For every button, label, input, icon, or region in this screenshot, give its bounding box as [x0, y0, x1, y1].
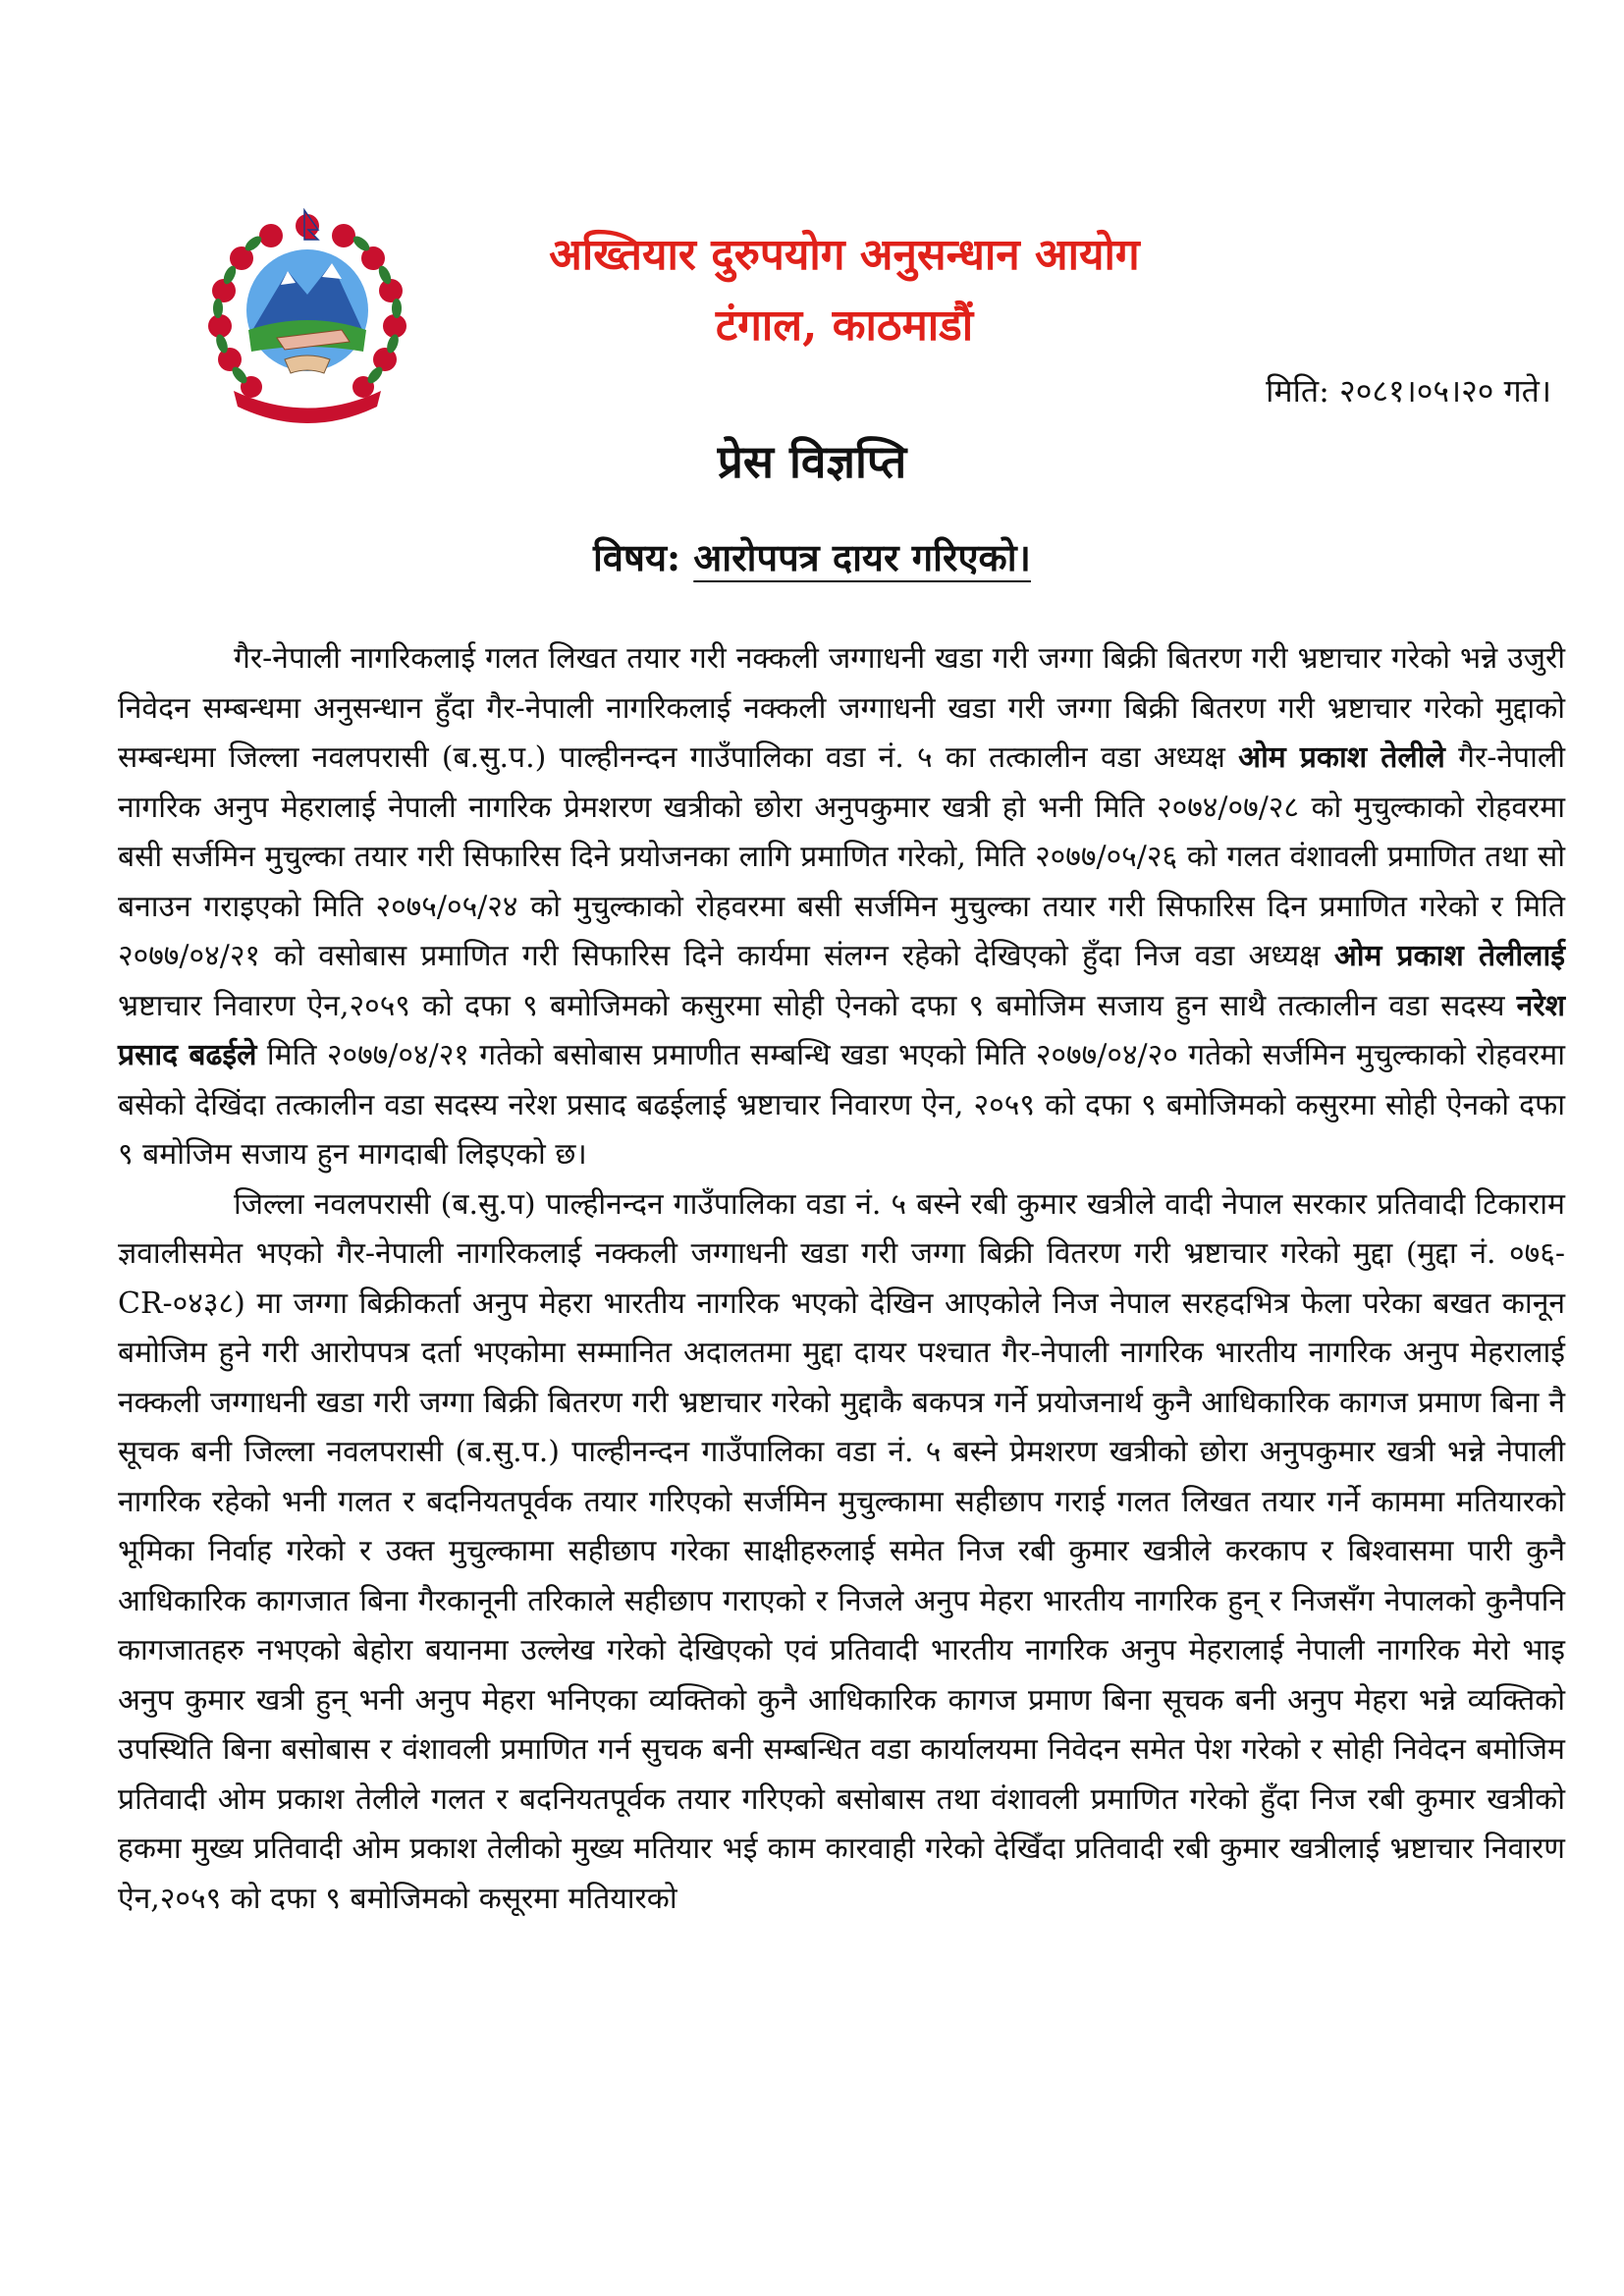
paragraph-text: गैर-नेपाली नागरिकलाई गलत लिखत तयार गरी नक्कली जग्गाधनी खडा गरी जग्गा बिक्री बितरण गरी भ्रष्टाचार गरेको भन्ने उजुरी निवेदन सम्बन्धमा अनुसन्धान हुँदा गैर-नेपाली नागरिकलाई नक्कली जग्गाधनी खडा गरी जग्गा बिक्री बितरण गरी भ्रष्टाचार गरेको मुद्दाको सम्बन्धमा जिल्ला नवलपरासी (ब.सु.प.) पाल्हीनन्दन गाउँपालिका वडा नं. ५ का तत्कालीन वडा अध्यक्ष [118, 641, 1565, 775]
document-title: प्रेस विज्ञप्ति [717, 435, 907, 488]
accused-name: ओम प्रकाश तेलीलाई [1333, 939, 1565, 973]
press-release-body [118, 634, 1565, 1924]
organization-location: टंगाल, काठमाडौं [715, 301, 974, 351]
subject-line [0, 530, 1624, 585]
nepal-emblem-icon [194, 204, 420, 430]
paragraph-1 [118, 634, 1565, 1180]
subject-label: विषय: [593, 535, 681, 579]
paragraph-text: मिति २०७७/०४/२१ गतेको बसोबास प्रमाणीत सम्बन्धि खडा भएको मिति २०७७/०४/२० गतेको सर्जमिन मुचुल्काको रोहवरमा बसेको देखिंदा तत्कालीन वडा सदस्य नरेश प्रसाद बढईलाई भ्रष्टाचार निवारण ऐन, २०५९ को दफा ९ बमोजिमको कसुरमा सोही ऐनको दफा ९ बमोजिम सजाय हुन मागदाबी लिइएको छ। [118, 1038, 1565, 1172]
subject-value: आरोपपत्र दायर गरिएको। [693, 535, 1031, 579]
paragraph-2 [118, 1180, 1565, 1925]
press-release-date: मिति: २०८१।०५।२० गते। [1266, 372, 1551, 410]
paragraph-text: गैर-नेपाली नागरिक अनुप मेहरालाई नेपाली नागरिक प्रेमशरण खत्रीको छोरा अनुपकुमार खत्री हो भनी मिति २०७४/०७/२८ को मुचुल्काको रोहवरमा बसी सर्जमिन मुचुल्का तयार गरी सिफारिस दिने प्रयोजनका लागि प्रमाणित गरेको, मिति २०७७/०५/२६ को गलत वंशावली प्रमाणित तथा सो बनाउन गराइएको मिति २०७५/०५/२४ को मुचुल्काको रोहवरमा बसी सर्जमिन मुचुल्का तयार गरी सिफारिस दिन प्रमाणित गरेको र मिति २०७७/०४/२१ को वसोबास प्रमाणित गरी सिफारिस दिने कार्यमा संलग्न रहेको देखिएको हुँदा निज वडा अध्यक्ष [118, 740, 1565, 973]
organization-name: अख्तियार दुरुपयोग अनुसन्धान आयोग [549, 230, 1140, 280]
paragraph-text: जिल्ला नवलपरासी (ब.सु.प) पाल्हीनन्दन गाउँपालिका वडा नं. ५ बस्ने रबी कुमार खत्रीले वादी नेपाल सरकार प्रतिवादी टिकाराम ज्ञवालीसमेत भएको गैर-नेपाली नागरिकलाई नक्कली जग्गाधनी खडा गरी जग्गा बिक्री वितरण गरी भ्रष्टाचार गरेको मुद्दा (मुद्दा नं. ०७६-CR-०४३८) मा जग्गा बिक्रीकर्ता अनुप मेहरा भारतीय नागरिक भएको देखिन आएकोले निज नेपाल सरहदभित्र फेला परेका बखत कानून बमोजिम हुने गरी आरोपपत्र दर्ता भएकोमा सम्मानित अदालतमा मुद्दा दायर पश्चात गैर-नेपाली नागरिक भारतीय नागरिक अनुप मेहरालाई नक्कली जग्गाधनी खडा गरी जग्गा बिक्री बितरण गरी भ्रष्टाचार गरेको मुद्दाकै बकपत्र गर्ने प्रयोजनार्थ कुनै आधिकारिक कागज प्रमाण बिना नै सूचक बनी जिल्ला नवलपरासी (ब.सु.प.) पाल्हीनन्दन गाउँपालिका वडा नं. ५ बस्ने प्रेमशरण खत्रीको छोरा अनुपकुमार खत्री भन्ने नेपाली नागरिक रहेको भनी गलत र बदनियतपूर्वक तयार गरिएको सर्जमिन मुचुल्कामा सहीछाप गराई गलत लिखत तयार गर्ने काममा मतियारको भूमिका निर्वाह गरेको र उक्त मुचुल्कामा सहीछाप गरेका साक्षीहरुलाई समेत निज रबी कुमार खत्रीले करकाप र बिश्वासमा पारी कुनै आधिकारिक कागजात बिना गैरकानूनी तरिकाले सहीछाप गराएको र निजले अनुप मेहरा भारतीय नागरिक हुन् र निजसँग नेपालको कुनैपनि कागजातहरु नभएको बेहोरा बयानमा उल्लेख गरेको देखिएको एवं प्रतिवादी भारतीय नागरिक अनुप मेहरालाई नेपाली नागरिक मेरो भाइ अनुप कुमार खत्री हुन् भनी अनुप मेहरा भनिएका व्यक्तिको कुनै आधिकारिक कागज प्रमाण बिना सूचक बनी अनुप मेहरा भन्ने व्यक्तिको उपस्थिति बिना बसोबास र वंशावली प्रमाणित गर्न सुचक बनी सम्बन्धित वडा कार्यालयमा निवेदन समेत पेश गरेको र सोही निवेदन बमोजिम प्रतिवादी ओम प्रकाश तेलीले गलत र बदनियतपूर्वक तयार गरिएको बसोबास तथा वंशावली प्रमाणित गरेको हुँदा निज रबी कुमार खत्रीको हकमा मुख्य प्रतिवादी ओम प्रकाश तेलीको मुख्य मतियार भई काम कारवाही गरेको देखिँदा प्रतिवादी रबी कुमार खत्रीलाई भ्रष्टाचार निवारण ऐन,२०५९ को दफा ९ बमोजिमको कसूरमा मतियारको [118, 1186, 1565, 1916]
paragraph-text: भ्रष्टाचार निवारण ऐन,२०५९ को दफा ९ बमोजिमको कसुरमा सोही ऐनको दफा ९ बमोजिम सजाय हुन साथै तत्कालीन वडा सदस्य [118, 988, 1517, 1023]
emblem-graphic [194, 204, 420, 430]
accused-name: ओम प्रकाश तेलीले [1238, 740, 1445, 775]
accused-name: नरेश प्रसाद बढईले [118, 988, 1565, 1072]
